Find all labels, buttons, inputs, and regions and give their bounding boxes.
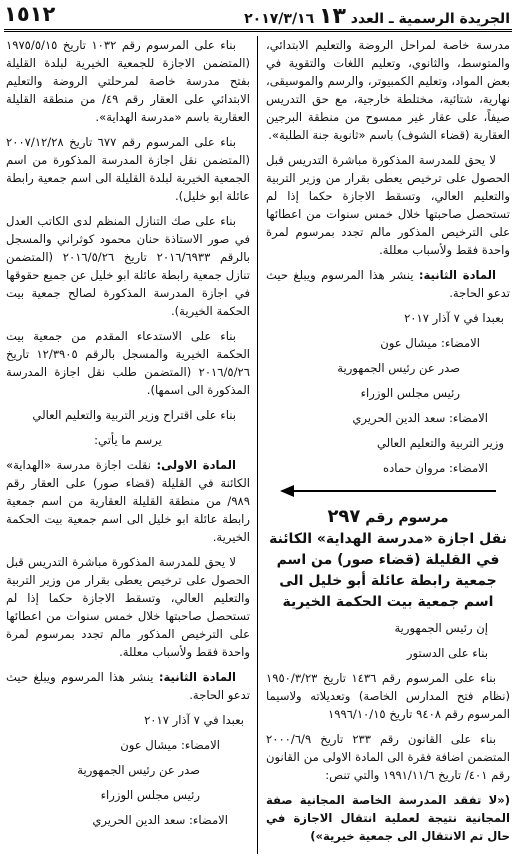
decree-prefix: مرسوم رقم [365,510,449,526]
paragraph: بناء على المرسوم رقم ٦٧٧ تاريخ ٢٠٠٧/١٢/٢٨ (المتضمن نقل اجازة المدرسة المذكورة من اسم الجمعية الخيرية لبلدة القليلة الى اسم جمعية رابطة عائلة ابو خليل). [6,135,250,203]
decree-intro: يرسم ما يأتي: [94,433,162,447]
date-line: بعبدا في ٧ آذار ٢٠١٧ [144,713,244,727]
article-label: المادة الاولى: [156,458,236,472]
paragraph: مدرسة خاصة لمراحل الروضة والتعليم الابتدائي، والمتوسط، والثانوي، وتعليم اللغات والتقوية في بعض المواد، وتعليم الكمبيوتر، والرسم والموسيقى، نهارية، شتائية، مختلطة خارجية، مع حق التدريس صيفاً، على عقار غير ممسوح من منطقة البرجين العقارية (قضاء الشوف) باسم «ثانوية جنة الطلبة». [266,38,510,142]
signature-line: صدر عن رئيس الجمهورية [337,361,460,375]
paragraph: بناء على الاستدعاء المقدم من جمعية بيت الحكمة الخيرية والمسجل بالرقم ١٢/٣٩٠٥ تاريخ ٢٠١٦/٥/٢٦ (المتضمن طلب نقل اجازة المدرسة المذكورة الى اسمها). [6,329,250,397]
preamble-line: بناء على الدستور [406,646,488,660]
page-header [0,0,516,30]
article-text: ينشر هذا المرسوم ويبلغ حيث تدعو الحاجة. [266,268,510,300]
paragraph: بناء على المرسوم رقم ١٠٣٢ تاريخ ١٩٧٥/٥/١٥ (المتضمن الاجازة للجمعية الخيرية لبلدة القليلة بفتح مدرسة خاصة لمرحلتي الروضة والتعليم الابتدائي على العقار رقم ٤٩/ من منطقة القليلة العقارية باسم «مدرسة الهداية». [6,38,250,124]
date-line: بعبدا في ٧ آذار ٢٠١٧ [404,311,504,325]
paragraph: بناء على القانون رقم ٢٣٣ تاريخ ٢٠٠٠/٦/٩ المتضمن اضافة فقرة الى المادة الاولى من القانون رقم ٤٠١/ تاريخ ١٩٩١/١١/٦ والتي تنص: [266,732,510,782]
signature-line: الامضاء: مروان حماده [383,461,488,475]
article-label: المادة الثانية: [418,268,496,282]
signature-line: صدر عن رئيس الجمهورية [77,763,200,777]
page-number: ١٥١٢ [4,2,56,26]
legal-quote: («لا تفقد المدرسة الخاصة المجانية صفة المجانية نتيجة لعملية انتقال الاجازة في حال تم الانتقال الى جمعية خيرية») [266,793,510,843]
paragraph: بناء على اقتراح وزير التربية والتعليم العالي [32,408,236,422]
left-column [6,36,250,854]
separator-arrow [266,484,510,498]
gazette-prefix: الجريدة الرسمية ـ العدد [350,11,510,27]
paragraph: لا يحق للمدرسة المذكورة مباشرة التدريس قبل الحصول على ترخيص يعطى بقرار من وزير التربية والتعليم العالي، وتسقط الاجازة حكما إذا لم تستحصل صاحبتها خلال خمس سنوات من اعطائها على الترخيص المذكور مالم تجدد بمرسوم لمرة واحدة فقط ولأسباب معللة. [6,555,250,659]
gazette-title [244,4,510,29]
paragraph: لا يحق للمدرسة المذكورة مباشرة التدريس قبل الحصول على ترخيص يعطى بقرار من وزير التربية والتعليم العالي، وتسقط الاجازة حكما إذا لم تستحصل صاحبتها خلال خمس سنوات من اعطائها على الترخيص المذكور مالم تجدد بمرسوم لمرة واحدة فقط ولأسباب معللة. [266,153,510,257]
signature-line: الامضاء: سعد الدين الحريري [352,411,488,425]
paragraph: بناء على صك التنازل المنظم لدى الكاتب العدل في صور الاستاذة حنان محمود كوثراني والمسجل بالرقم ٢٠١٦/٦٩٣٣ تاريخ ٢٠١٦/٥/٢٦ (المتضمن تنازل جمعية رابطة عائلة ابو خليل عن جميع حقوقها في اجازة المدرسة المذكورة لصالح جمعية بيت الحكمة الخيرية). [6,214,250,318]
article-1 [6,456,250,546]
issue-number: ١٣ [319,4,346,29]
article-2 [6,668,250,704]
column-divider [257,36,258,854]
article-text: ينشر هذا المرسوم ويبلغ حيث تدعو الحاجة. [6,670,250,702]
signature-line: رئيس مجلس الوزراء [100,788,200,802]
article-text: نقلت اجازة مدرسة «الهداية» الكائنة في القليلة (قضاء صور) على العقار رقم ٩٨٩/ من منطقة القليلة العقارية من اسم جمعية رابطة عائلة ابو خليل الى اسم جمعية بيت الحكمة الخيرية. [6,458,250,544]
paragraph: بناء على المرسوم رقم ١٤٣٦ تاريخ ١٩٥٠/٣/٢٣ (نظام فتح المدارس الخاصة) وتعديلاته ولاسيما المرسوم رقم ٩٤٠٨ تاريخ ١٩٩٦/١٠/١٥ [266,671,510,721]
article-2 [266,266,510,302]
decree-title: نقل اجازة «مدرسة الهداية» الكائنة في القليلة (قضاء صور) من اسم جمعية رابطة عائلة أبو خليل الى اسم جمعية بيت الحكمة الخيرية [269,531,507,610]
signature-line: وزير التربية والتعليم العالي [376,436,504,450]
signature-line: رئيس مجلس الوزراء [360,386,460,400]
preamble-line: إن رئيس الجمهورية [394,621,488,635]
decree-heading [266,506,510,613]
signature-line: الامضاء: ميشال عون [380,336,480,350]
signature-line: الامضاء: سعد الدين الحريري [92,813,228,827]
right-column [266,36,510,854]
header-rule [4,29,512,32]
article-label: المادة الثانية: [158,670,236,684]
decree-number: ٢٩٧ [327,506,361,527]
signature-line: الامضاء: ميشال عون [120,738,220,752]
issue-date: ٢٠١٧/٣/١٦ [244,11,315,27]
